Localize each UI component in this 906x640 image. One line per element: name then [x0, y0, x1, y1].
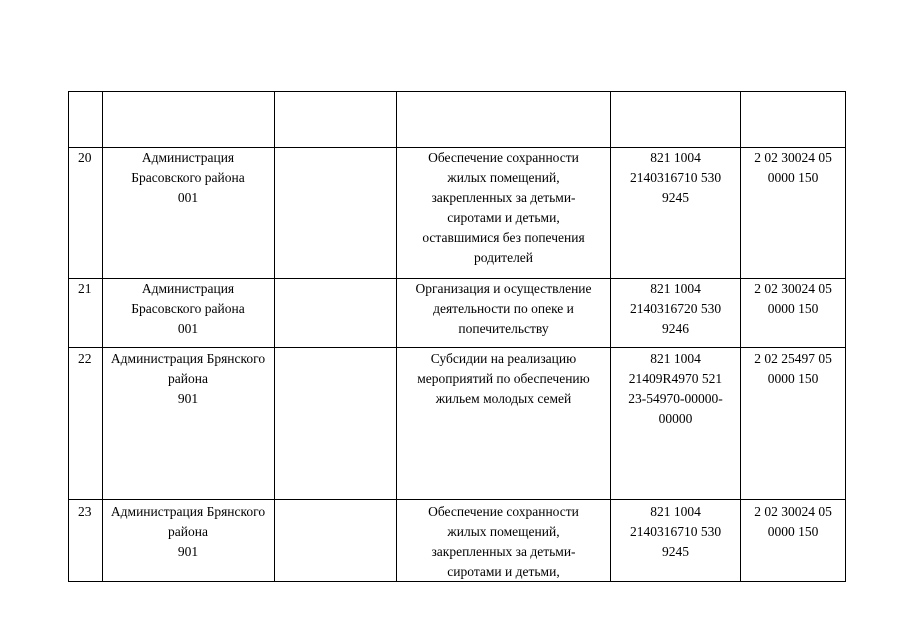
row-number: 20: [78, 150, 92, 165]
recipient-cell: Администрация Брасовского района 001: [131, 281, 245, 336]
table-border-right: [845, 91, 846, 582]
row-divider: [68, 499, 846, 500]
revenue-code-cell: 2 02 25497 05 0000 150: [754, 351, 832, 386]
purpose-cell: Обеспечение сохранности жилых помещений, закрепленных за детьми- сиротами и детьми,: [428, 504, 579, 579]
row-divider: [68, 347, 846, 348]
budget-code-cell: 821 1004 2140316710 530 9245: [629, 150, 722, 205]
budget-code-cell: 821 1004 2140316710 530 9245: [629, 504, 722, 559]
recipient-cell: Администрация Брянского района 901: [110, 351, 266, 406]
revenue-code-cell: 2 02 30024 05 0000 150: [754, 281, 832, 316]
table-border-left: [68, 91, 69, 582]
purpose-cell: Субсидии на реализацию мероприятий по обеспечению жильем молодых семей: [417, 351, 590, 406]
recipient-cell: Администрация Брянского района 901: [110, 504, 266, 559]
purpose-cell: Обеспечение сохранности жилых помещений, закрепленных за детьми- сиротами и детьми, оставшимися без попечения родителей: [422, 150, 585, 265]
budget-code-cell: 821 1004 21409R4970 521 23-54970-00000- 00000: [628, 351, 723, 426]
column-divider: [274, 91, 275, 582]
row-number: 22: [78, 351, 92, 366]
revenue-code-cell: 2 02 30024 05 0000 150: [754, 150, 832, 185]
row-number: 23: [78, 504, 92, 519]
table-border-top: [68, 91, 846, 92]
revenue-code-cell: 2 02 30024 05 0000 150: [754, 504, 832, 539]
row-number: 21: [78, 281, 92, 296]
recipient-cell: Администрация Брасовского района 001: [131, 150, 245, 205]
budget-code-cell: 821 1004 2140316720 530 9246: [629, 281, 722, 336]
purpose-cell: Организация и осуществление деятельности по опеке и попечительству: [415, 281, 592, 336]
